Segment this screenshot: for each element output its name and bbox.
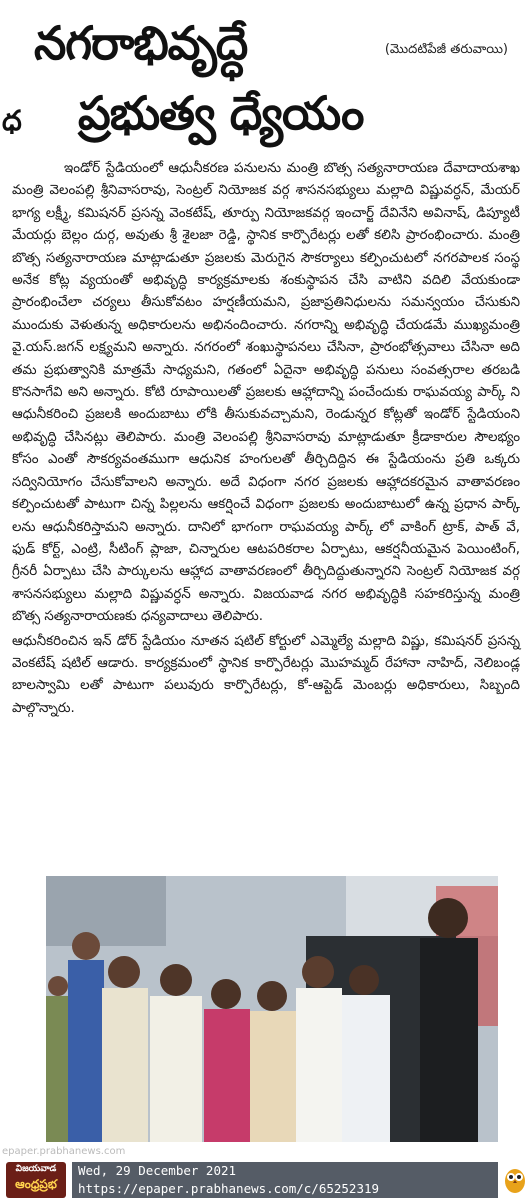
footer-date: Wed, 29 December 2021 — [78, 1163, 237, 1178]
headline-block — [0, 0, 532, 150]
owl-icon — [504, 1164, 526, 1194]
article-paragraph-2: ఆధునీకరించిన ఇన్‌ డోర్‌ స్టేడియం నూతన షటిల్‌ కోర్టులో ఎమ్మెల్యే మల్లాది విష్ణు, కమిషనర్‌ ప్రసన్న వెంకటేష్‌ షటిల్‌ ఆడారు. కార్యక్రమంలో స్థానిక కార్పొరేటర్లు మొహమ్మద్‌ రేహానా నాహిద్‌, నెలిబండ్ల బాలస్వామి లతో పాటుగా పలువురు కార్పొరేటర్లు, కో-ఆప్టెడ్‌ మెంబర్లు అధికారులు, సిబ్బంది పాల్గొన్నారు. — [12, 633, 520, 716]
article-body — [12, 158, 520, 720]
continued-note: (మొదటిపేజీ తరువాయి) — [384, 42, 508, 57]
footer-url[interactable]: https://epaper.prabhanews.com/c/65252319 — [78, 1181, 380, 1196]
news-photo — [46, 876, 498, 1142]
logo-paper-name: ఆంధ్రప్రభ — [15, 1177, 57, 1191]
headline-line-1: నగరాభివృద్ధే — [34, 16, 248, 70]
headline-line-2: ప్రభుత్వ ధ్యేయం — [78, 86, 364, 140]
headline-stray-mark: ధ — [2, 104, 22, 137]
logo-city: విజయవాడ — [15, 1164, 57, 1174]
article-paragraph-1: ఇండోర్‌ స్టేడియంలో ఆధునీకరణ పనులను మంత్రి బొత్స సత్యనారాయణ దేవాదాయశాఖ మంత్రి వెలంపల్లి శ్రీనివాసరావు, సెంట్రల్‌ నియోజక వర్గ శాసనసభ్యులు మల్లాది విష్ణువర్ధన్‌, మేయర్‌ భాగ్య లక్ష్మీ, కమిషనర్‌ ప్రసన్న వెంకటేష్‌, తూర్పు నియోజకవర్గ ఇంచార్జ్‌ దేవినేని అవినాష్‌, డిప్యూటీ మేయర్లు బెల్లం దుర్గ, అవుతు శ్రీ శైలజా రెడ్డి, స్థానిక కార్పొరేటర్లు లతో కలిసి ప్రారంభించారు. మంత్రి బొత్స సత్యనారాయణ మాట్లాడుతూ ప్రజలకు మెరుగైన సౌకర్యాలు కల్పించుటలో నగరపాలక సంస్థ అనేక కోట్ల వ్యయంతో అభివృద్ధి కార్యక్రమాలకు శంకుస్థాపన చేసి వాటిని వదిలి వేయకుండా ప్రారంభించేలా చర్యలు తీసుకోవటం హర్షణీయమని, ప్రజాప్రతినిధులను సమన్వయం చేసుకుని ముందుకు వెళుతున్న అధికారులను అభినందించారు. నగరాన్ని అభివృద్ధి చేయడమే ముఖ్యమంత్రి వై.యస్‌.జగన్‌ లక్ష్యమని అన్నారు. నగరంలో శంఖుస్థాపనలు చేసినా, ప్రారంభోత్సవాలు చేసినా అది తమ ప్రభుత్వానికి మాత్రమే సాధ్యమని, గతంలో ఏదైనా అభివృద్ధి పనులు సంవత్సరాల తరబడి కొనసాగేవి అని అన్నారు. కోటి రూపాయిలతో ప్రజలకు ఆహ్లాదాన్ని పంచేందుకు రాఘవయ్య పార్క్‌ ని ఆధునీకరించి ప్రజలకి అందుబాటు లోకి తీసుకువచ్చామని, రెండున్నర కోట్లతో ఇండోర్‌ స్టేడియంని అభివృద్ధి చేసినట్లు తెలిపారు. మంత్రి వెలంపల్లి శ్రీనివాసరావు మాట్లాడుతూ క్రీడాకారుల సౌలభ్యం కోసం ఎంతో సౌకర్యవంతముగా ఆధునిక హంగులతో తీర్చిదిద్దిన ఈ స్టేడియంను ప్రతి ఒక్కరు సద్వినియోగం చేసుకోవాలని అన్నారు. అదే విధంగా నగర ప్రజలకు ఆహ్లాదకరమైన వాతావరణం కల్పించుటతో పాటుగా చిన్న పిల్లలను ఆకర్షించే విధంగా ప్రజలకు అందుబాటులో ఉన్న ప్రధాన పార్క్‌ లను ఆధునీకరిస్తామని అన్నారు. దానిలో భాగంగా రాఘవయ్య పార్క్‌ లో వాకింగ్‌ ట్రాక్‌, పాత్‌ వే, ఫుడ్‌ కోర్ట్‌, ఎంట్రి, సీటింగ్‌ ప్లాజా, చిన్నారుల ఆటపరికరాల ఏర్పాటు, ఆకర్షనీయమైన పెయింటింగ్‌, గ్రీనరీ ఏర్పాటు చేసి పార్కులను ఆహ్లాద వాతావరణంలో తీర్చిదిద్దుతున్నారని సెంట్రల్‌ నియోజక వర్గ శాసనసభ్యులు మల్లాది విష్ణువర్ధన్‌ అన్నారు. విజయవాడ నగర అభివృద్ధికి సహకరిస్తున్న మంత్రి బొత్స సత్యనారాయణకు ధన్యవాదాలు తెలిపారు. — [12, 161, 520, 625]
newspaper-logo — [6, 1162, 66, 1198]
news-photo-illustration — [46, 876, 498, 1142]
faint-source-url: epaper.prabhanews.com — [2, 1146, 126, 1157]
